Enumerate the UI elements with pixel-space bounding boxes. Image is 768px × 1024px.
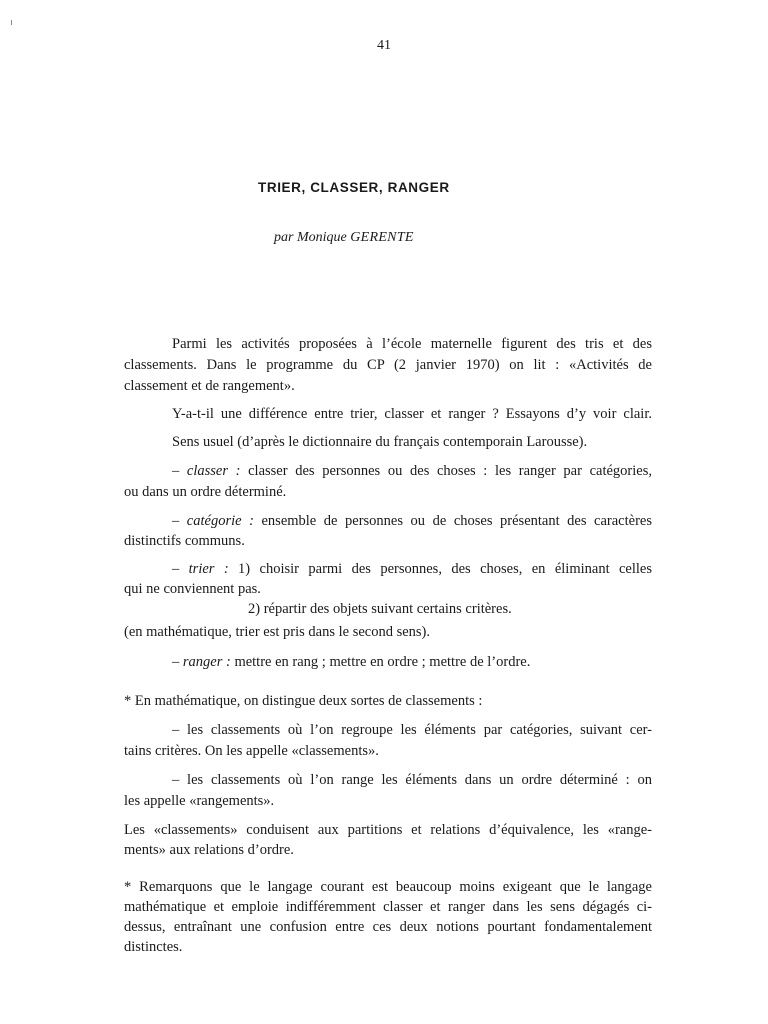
intro-line-3: classement et de rangement». bbox=[124, 378, 295, 394]
intro-line-1: Parmi les activités proposées à l’école maternelle figurent des tris et des bbox=[172, 336, 652, 352]
definition-classer-line-1 bbox=[172, 464, 652, 479]
remark-line-3: dessus, entraînant une confusion entre ces deux notions pourtant fondamentalement bbox=[124, 919, 652, 935]
definition-classer-line-2: ou dans un ordre déterminé. bbox=[124, 484, 287, 500]
definition-ranger-line bbox=[172, 655, 530, 670]
remark-line-4: distinctes. bbox=[124, 939, 183, 955]
definition-categorie-line-2: distinctifs communs. bbox=[124, 533, 245, 549]
term-trier: – trier : bbox=[172, 561, 229, 577]
remark-line-1: * Remarquons que le langage courant est beaucoup moins exigeant que le langage bbox=[124, 879, 652, 895]
margin-tick bbox=[11, 20, 12, 25]
author-prefix: par Monique bbox=[274, 230, 347, 245]
article-title: TRIER, CLASSER, RANGER bbox=[258, 180, 450, 195]
math-item-2-line-2: les appelle «rangements». bbox=[124, 793, 275, 809]
term-ranger: – ranger : bbox=[172, 654, 231, 670]
author-line bbox=[274, 230, 414, 246]
math-summary-line-1: Les «classements» conduisent aux partitions et relations d’équivalence, les «range- bbox=[124, 822, 652, 838]
definition-ranger-text: mettre en rang ; mettre en ordre ; mettre de l’ordre. bbox=[230, 654, 531, 670]
definition-classer-text: classer des personnes ou des choses : les ranger par catégories, bbox=[240, 463, 652, 479]
definition-trier-line-4: (en mathématique, trier est pris dans le second sens). bbox=[124, 624, 431, 640]
question-line: Y-a-t-il une différence entre trier, classer et ranger ? Essayons d’y voir clair. bbox=[172, 406, 652, 422]
term-classer: – classer : bbox=[172, 463, 241, 479]
math-item-1-line-2: tains critères. On les appelle «classements». bbox=[124, 743, 379, 759]
math-summary-line-2: ments» aux relations d’ordre. bbox=[124, 842, 294, 858]
math-item-2-line-1: – les classements où l’on range les éléments dans un ordre déterminé : on bbox=[172, 772, 652, 788]
definition-trier-line-1 bbox=[172, 562, 652, 577]
page-number: 41 bbox=[377, 38, 391, 53]
author-name: GERENTE bbox=[350, 230, 414, 245]
math-heading: * En mathématique, on distingue deux sortes de classements : bbox=[124, 693, 483, 709]
definition-trier-line-2: qui ne conviennent pas. bbox=[124, 581, 261, 597]
intro-line-2: classements. Dans le programme du CP (2 janvier 1970) on lit : «Activités de bbox=[124, 357, 652, 373]
remark-line-2: mathématique et emploie indifféremment classer et ranger dans les sens dégagés ci- bbox=[124, 899, 652, 915]
term-categorie: – catégorie : bbox=[172, 513, 254, 529]
definition-categorie-line-1 bbox=[172, 514, 652, 529]
definition-trier-text: 1) choisir parmi des personnes, des choses, en éliminant celles bbox=[228, 561, 652, 577]
definition-trier-line-3: 2) répartir des objets suivant certains critères. bbox=[248, 601, 512, 617]
usual-sense-line: Sens usuel (d’après le dictionnaire du français contemporain Larousse). bbox=[172, 434, 588, 450]
definition-categorie-text: ensemble de personnes ou de choses présentant des caractères bbox=[253, 513, 652, 529]
math-item-1-line-1: – les classements où l’on regroupe les éléments par catégories, suivant cer- bbox=[172, 722, 652, 738]
